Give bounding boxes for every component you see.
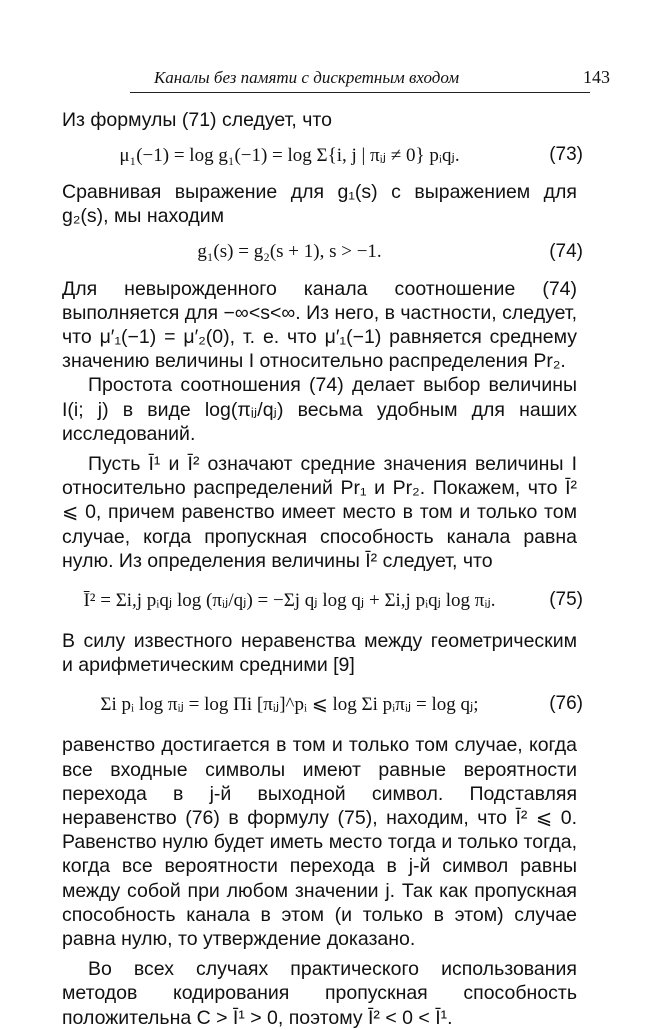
page-body bbox=[62, 108, 583, 1030]
equation-75-formula: Ī² = Σi,j pᵢqⱼ log (πᵢⱼ/qⱼ) = −Σj qⱼ log qⱼ + Σi,j pᵢqⱼ log πᵢⱼ. bbox=[83, 590, 496, 612]
equation-76-number: (76) bbox=[549, 693, 583, 715]
equation-73-number: (73) bbox=[549, 144, 583, 166]
equation-73-formula: μ₁(−1) = log g₁(−1) = log Σ{i, j | πᵢⱼ ≠ 0} pᵢqⱼ. bbox=[119, 145, 460, 167]
equation-74-number: (74) bbox=[549, 240, 583, 262]
paragraph-4: Простота соотношения (74) делает выбор величины I(i; j) в виде log(πᵢⱼ/qⱼ) весьма удобным для наших исследований. bbox=[62, 374, 577, 445]
paragraph-2: Сравнивая выражение для g₁(s) с выражением для g₂(s), мы находим bbox=[62, 181, 577, 228]
paragraph-7: равенство достигается в том и только том случае, когда все входные символы имеют равные вероятности перехода в j-й выходной символ. Подставляя неравенство (76) в формулу (75), находим, что Ī² ⩽ 0. Равенство нулю будет иметь место тогда и только тогда, когда все вероятности перехода в j-й символ равны между собой при любом значении j. Так как пропускная способность канала в этом (и только в этом) случае равна нулю, то утверждение доказано. bbox=[62, 734, 577, 951]
page-header bbox=[130, 66, 610, 93]
paragraph-6: В силу известного неравенства между геометрическим и арифметическим средними [9] bbox=[62, 630, 577, 677]
running-title: Каналы без памяти с дискретным входом bbox=[154, 68, 460, 87]
equation-75-number: (75) bbox=[549, 589, 583, 611]
paragraph-5: Пусть Ī¹ и Ī² означают средние значения величины I относительно распределений Pr₁ и Pr₂. Покажем, что Ī² ⩽ 0, причем равенство имеет место в том и только том случае, когда пропускная способность канала равна нулю. Из определения величины Ī² следует, что bbox=[62, 453, 577, 572]
equation-76-formula: Σi pᵢ log πᵢⱼ = log Πi [πᵢⱼ]^pᵢ ⩽ log Σi pᵢπᵢⱼ = log qⱼ; bbox=[100, 694, 479, 716]
equation-74 bbox=[62, 229, 583, 277]
equation-73 bbox=[62, 132, 583, 180]
equation-76 bbox=[62, 677, 583, 733]
paragraph-1: Из формулы (71) следует, что bbox=[62, 109, 332, 131]
equation-75 bbox=[62, 573, 583, 629]
page-number: 143 bbox=[583, 67, 610, 87]
paragraph-8: Во всех случаях практического использования методов кодирования пропускная способность положительна C > Ī¹ > 0, поэтому Ī² < 0 < Ī¹. bbox=[62, 958, 577, 1029]
equation-74-formula: g₁(s) = g₂(s + 1), s > −1. bbox=[197, 240, 382, 262]
paragraph-3: Для невырожденного канала соотношение (74) выполняется для −∞<s<∞. Из него, в частности, следует, что μ′₁(−1) = μ′₂(0), т. е. что μ′₁(−1) равняется среднему значению величины I относительно распределения Pr₂. bbox=[62, 277, 577, 373]
